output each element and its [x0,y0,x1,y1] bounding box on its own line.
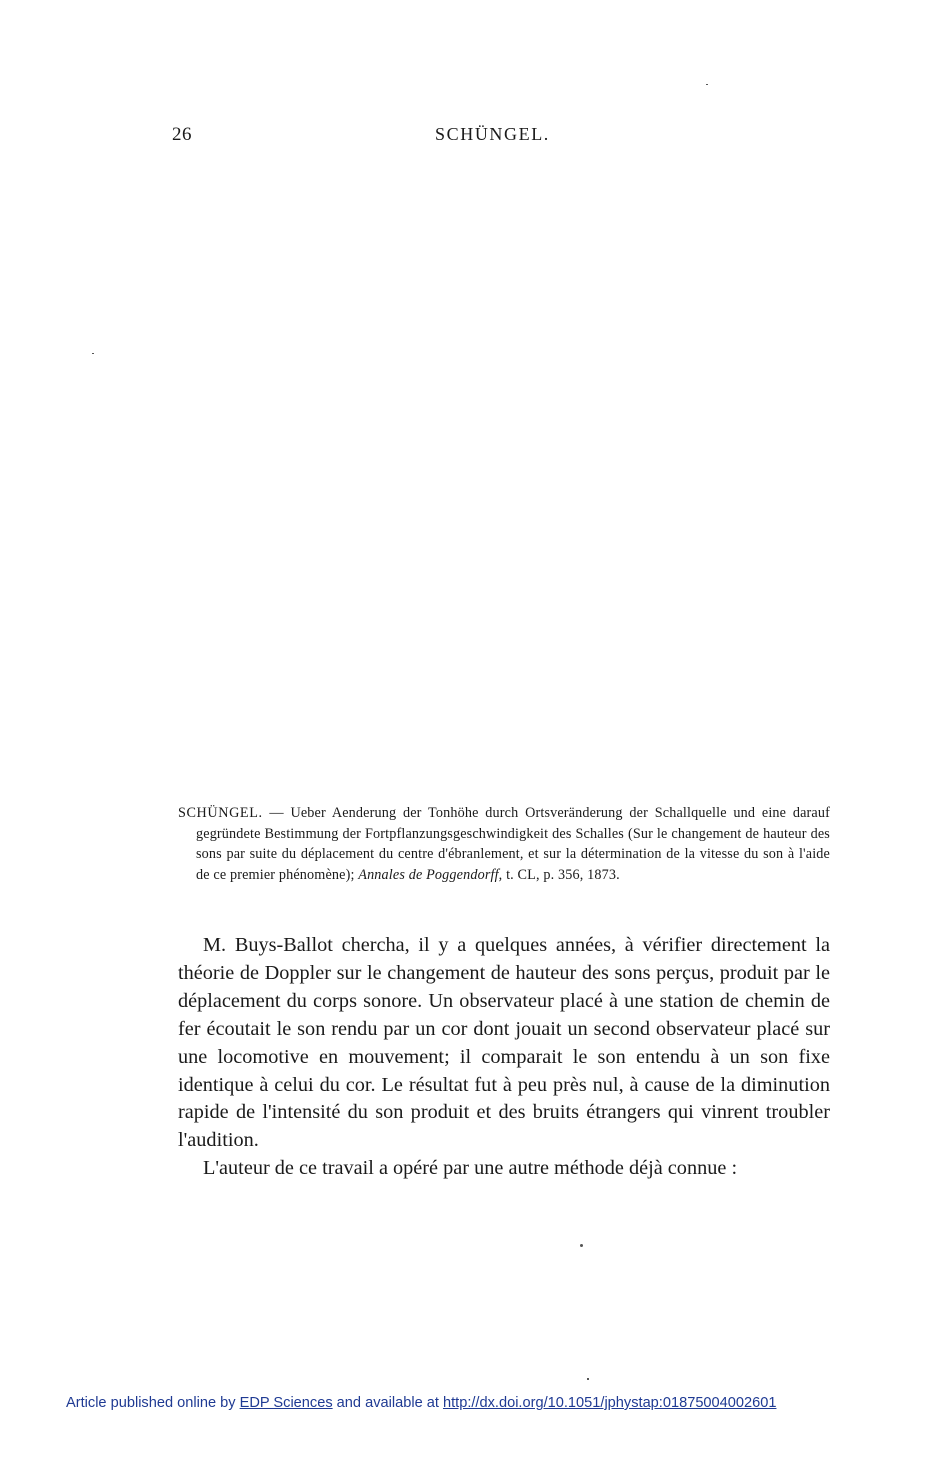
footer-middle: and available at [332,1395,443,1411]
scan-speck [92,353,94,354]
body-paragraph-1: M. Buys-Ballot chercha, il y a quelques années, à vérifier directement la théorie de Doppler sur le changement de hauteur des sons perçus, produit par le déplacement du corps sonore. Un observateur placé à une station de chemin de fer écoutait le son rendu par un cor dont jouait un second observateur placé sur une locomotive en mouvement; il comparait le son entendu à un son fixe identique à celui du cor. Le résultat fut à peu près nul, à cause de la diminution rapide de l'intensité du son produit et des bruits étrangers qui vinrent troubler l'audition. [178,934,830,1152]
abstract-separator: — [262,805,291,821]
scan-speck [580,1244,583,1247]
abstract-author: SCHÜNGEL. [178,805,263,821]
scan-speck [706,84,708,85]
abstract-translation: (Sur le changement de hauteur des sons par suite du déplacement du centre d'ébranlement, et sur la détermination de la vitesse du son à l'aide de ce premier phénomène); [196,825,830,883]
publisher-link[interactable]: EDP Sciences [239,1395,333,1411]
article-body [178,932,830,1183]
publication-footer [66,1395,776,1411]
abstract-title: Ueber Aenderung der Tonhöhe durch Ortsveränderung der Schallquelle und eine darauf gegründete Bestimmung der Fortpflanzungsgeschwindigkeit des Schalles [196,805,831,842]
abstract-journal: Annales de Poggendorff, [358,866,503,883]
abstract-citation: t. CL, p. 356, 1873. [502,866,620,883]
page-header [172,124,832,152]
body-paragraph-2: L'auteur de ce travail a opéré par une autre méthode déjà connue : [203,1157,738,1180]
doi-link[interactable]: http://dx.doi.org/10.1051/jphystap:01875004002601 [442,1395,777,1411]
bibliographic-abstract [178,803,830,885]
running-title: SCHÜNGEL. [435,124,550,144]
page-number: 26 [172,124,192,145]
scan-speck [587,1378,589,1380]
footer-prefix: Article published online by [66,1395,240,1411]
